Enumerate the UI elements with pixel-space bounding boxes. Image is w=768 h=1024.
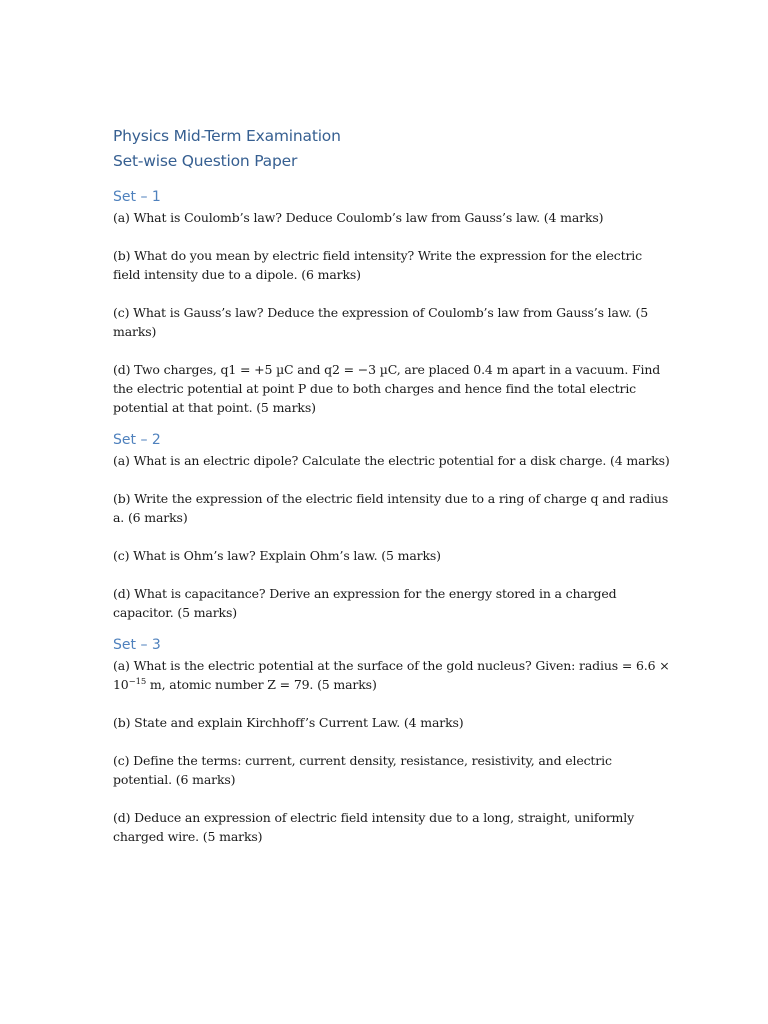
set-3-question-a-text-end: m, atomic number Z = 79. (5 marks) [146,677,377,692]
document-title: Physics Mid-Term Examination [113,127,341,145]
set-1-heading: Set – 1 [113,189,161,205]
document-subtitle: Set-wise Question Paper [113,152,298,170]
set-3-question-d: (d) Deduce an expression of electric field intensity due to a long, straight, uniformly charged wire. (5 marks) [113,810,634,844]
set-3-question-b: (b) State and explain Kirchhoff’s Current Law. (4 marks) [113,715,464,730]
set-1-question-d: (d) Two charges, q1 = +5 µC and q2 = −3 µC, are placed 0.4 m apart in a vacuum. Find the electric potential at point P due to both charges and hence find the total electric potential at that point. (5 marks) [113,362,661,415]
set-2-heading: Set – 2 [113,432,161,448]
set-2-question-b: (b) Write the expression of the electric field intensity due to a ring of charge q and radius a. (6 marks) [113,491,669,525]
set-1-question-a: (a) What is Coulomb’s law? Deduce Coulomb’s law from Gauss’s law. (4 marks) [113,210,604,225]
set-3-question-a-text: (a) What is the electric potential at the surface of the gold nucleus? Given: radius = 6.6 × 10 [113,658,670,692]
set-2-question-d: (d) What is capacitance? Derive an expression for the energy stored in a charged capacitor. (5 marks) [113,586,617,620]
set-3-question-c: (c) Define the terms: current, current density, resistance, resistivity, and electric potential. (6 marks) [113,753,612,787]
exponent-superscript: −15 [128,676,147,687]
set-1-question-c: (c) What is Gauss’s law? Deduce the expression of Coulomb’s law from Gauss’s law. (5 marks) [113,305,649,339]
document-content [113,124,673,846]
set-1-question-b: (b) What do you mean by electric field intensity? Write the expression for the electric field intensity due to a dipole. (6 marks) [113,248,642,282]
set-2-question-a: (a) What is an electric dipole? Calculate the electric potential for a disk charge. (4 marks) [113,453,670,468]
set-2-question-c: (c) What is Ohm’s law? Explain Ohm’s law. (5 marks) [113,548,441,563]
set-3-heading: Set – 3 [113,637,161,653]
set-3-question-a [113,656,673,694]
